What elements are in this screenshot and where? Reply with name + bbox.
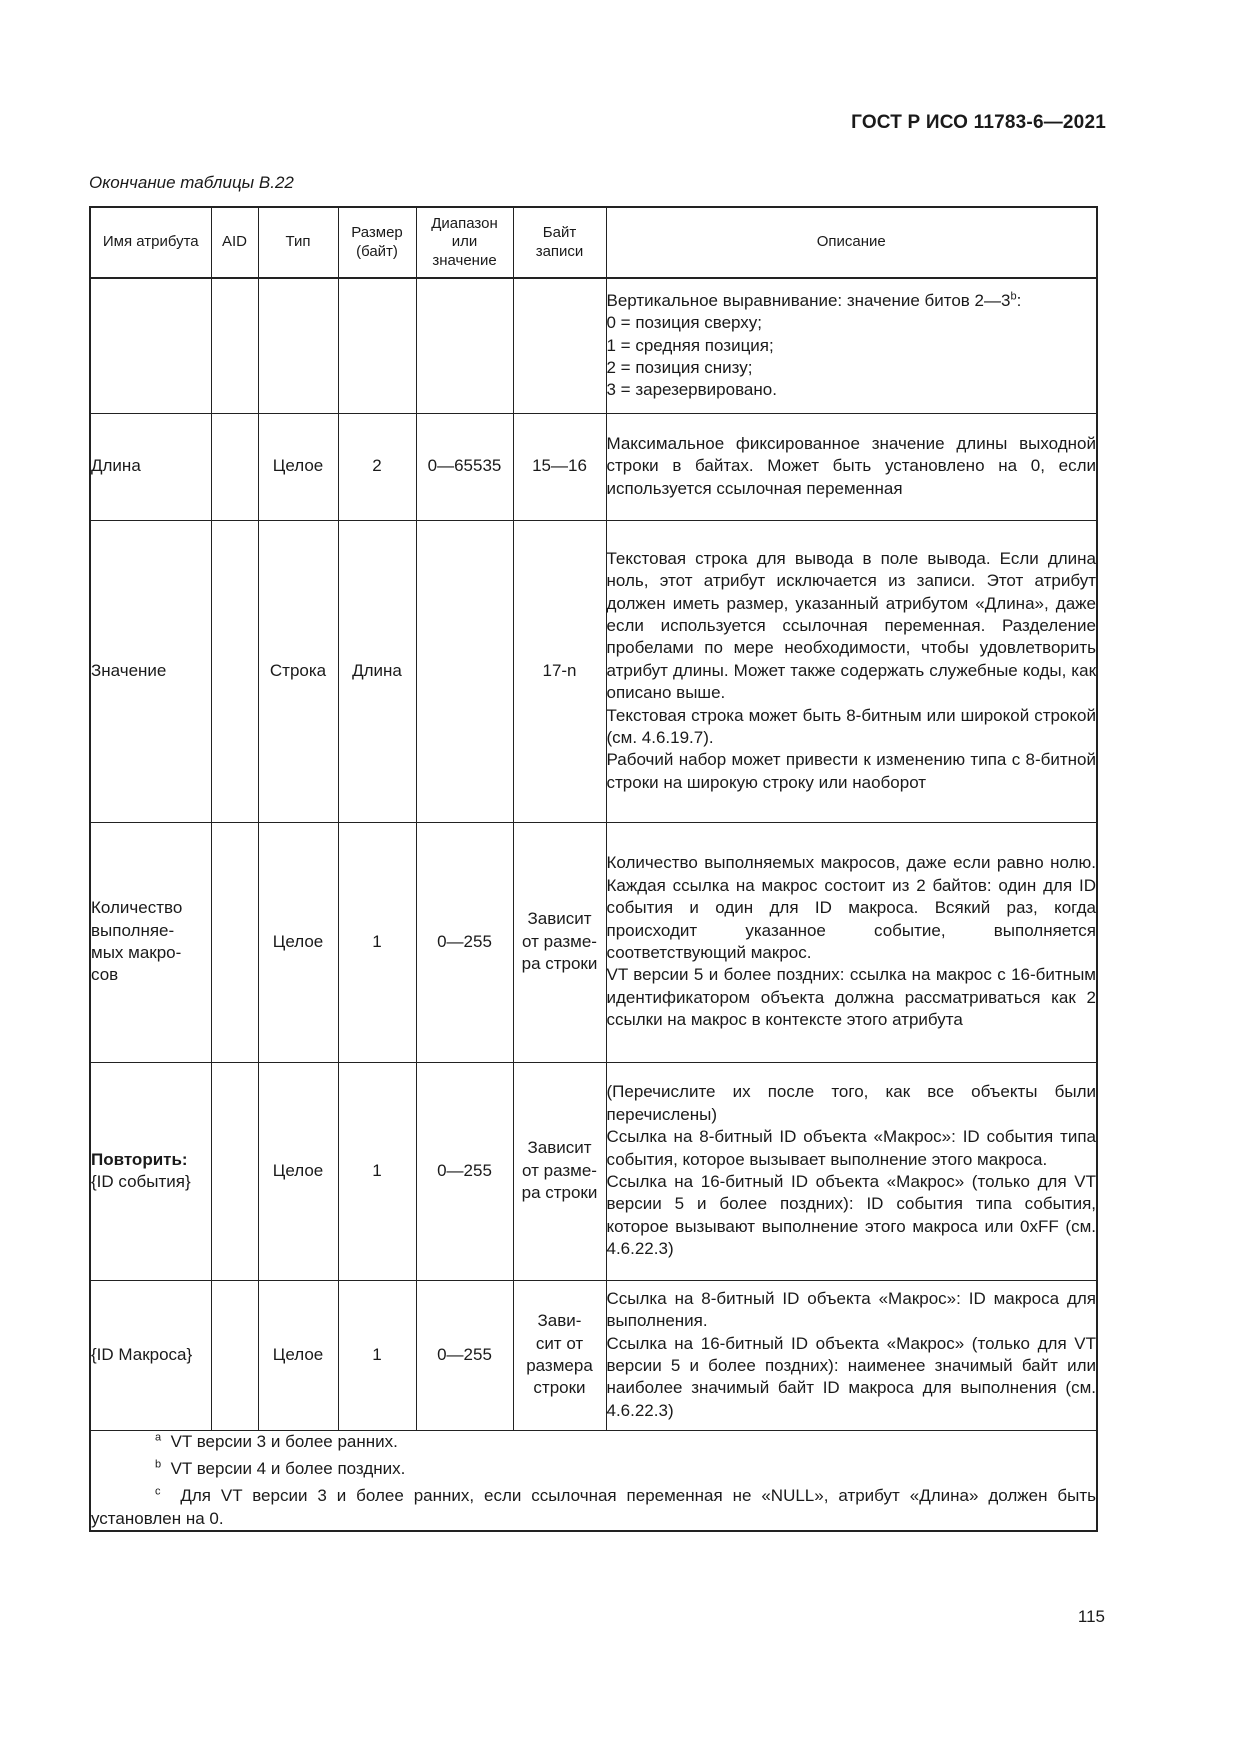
- table-row: [90, 413, 1097, 520]
- cell-byte: [513, 278, 606, 413]
- table-row: [90, 1280, 1097, 1430]
- cell-description: Ссылка на 8-битный ID объекта «Макрос»: ID макроса для выполнения. Ссылка на 16-битный ID объекта «Макрос» (только для VT версии 5 и более поздних): наименее значимый байт или наиболее значимый байт ID макроса для выполнения (см. 4.6.22.3): [606, 1280, 1097, 1430]
- cell-name: [90, 278, 211, 413]
- table-row: [90, 520, 1097, 822]
- table-header-row: [90, 207, 1097, 278]
- footnotes-row: [90, 1430, 1097, 1531]
- cell-type: [258, 278, 338, 413]
- cell-type: Целое: [258, 1280, 338, 1430]
- cell-range: 0—255: [416, 1062, 513, 1280]
- cell-aid: [211, 822, 258, 1062]
- cell-description: (Перечислите их после того, как все объекты были перечислены) Ссылка на 8-битный ID объекта «Макрос»: ID события типа события, которое вызывает выполнение этого макроса. Ссылка на 16-битный ID объекта «Макрос» (только для VT версии 5 и более поздних): ID события типа события, которое вызывают выполнение этого макроса или 0xFF (см. 4.6.22.3): [606, 1062, 1097, 1280]
- cell-byte: Зависит от разме- ра строки: [513, 1062, 606, 1280]
- cell-type: Целое: [258, 822, 338, 1062]
- cell-type: Целое: [258, 413, 338, 520]
- cell-range: 0—255: [416, 1280, 513, 1430]
- cell-type: Целое: [258, 1062, 338, 1280]
- cell-size: 1: [338, 1062, 416, 1280]
- cell-size: 2: [338, 413, 416, 520]
- cell-byte: Зави- сит от размера строки: [513, 1280, 606, 1430]
- cell-name: {ID Макроса}: [90, 1280, 211, 1430]
- cell-aid: [211, 413, 258, 520]
- cell-byte: Зависит от разме- ра строки: [513, 822, 606, 1062]
- cell-description: Вертикальное выравнивание: значение битов 2—3$^b$: 0 = позиция сверху; 1 = средняя позиция; 2 = позиция снизу; 3 = зарезервировано.: [606, 278, 1097, 413]
- cell-size: [338, 278, 416, 413]
- cell-description: Количество выполняемых макросов, даже если равно нолю. Каждая ссылка на макрос состоит из 2 байтов: один для ID события и один для ID макроса. Всякий раз, когда происходит указанное событие, выполняется соответствующий макрос. VT версии 5 и более поздних: ссылка на макрос с 16-битным идентификатором объекта должна рассматриваться как 2 ссылки на макрос в контексте этого атрибута: [606, 822, 1097, 1062]
- cell-range: 0—255: [416, 822, 513, 1062]
- cell-size: Длина: [338, 520, 416, 822]
- col-header-range: Диапазон или значение: [416, 207, 513, 278]
- cell-type: Строка: [258, 520, 338, 822]
- col-header-size: Размер (байт): [338, 207, 416, 278]
- col-header-type: Тип: [258, 207, 338, 278]
- footnote-c: $^c$ Для VT версии 3 и более ранних, если ссылочная переменная не «NULL», атрибут «Длина» должен быть установлен на 0.: [91, 1485, 1096, 1528]
- table-row: [90, 1062, 1097, 1280]
- cell-size: 1: [338, 1280, 416, 1430]
- cell-aid: [211, 1062, 258, 1280]
- footnote-b: $^b$ VT версии 4 и более поздних.: [155, 1458, 406, 1478]
- cell-aid: [211, 520, 258, 822]
- document-standard-header: ГОСТ Р ИСО 11783-6—2021: [851, 112, 1106, 133]
- col-header-name: Имя атрибута: [90, 207, 211, 278]
- table-caption: Окончание таблицы В.22: [89, 173, 294, 192]
- cell-aid: [211, 1280, 258, 1430]
- cell-name: Длина: [90, 413, 211, 520]
- table-row: [90, 822, 1097, 1062]
- cell-range: 0—65535: [416, 413, 513, 520]
- attributes-table: [89, 206, 1098, 1532]
- cell-name: Повторить: {ID события}: [90, 1062, 211, 1280]
- cell-size: 1: [338, 822, 416, 1062]
- cell-byte: 15—16: [513, 413, 606, 520]
- col-header-description: Описание: [606, 207, 1097, 278]
- cell-description: Максимальное фиксированное значение длины выходной строки в байтах. Может быть установлено на 0, если используется ссылочная переменная: [606, 413, 1097, 520]
- cell-aid: [211, 278, 258, 413]
- page-number: 115: [1077, 1607, 1105, 1626]
- col-header-aid: AID: [211, 207, 258, 278]
- cell-description: Текстовая строка для вывода в поле вывода. Если длина ноль, этот атрибут исключается из записи. Этот атрибут должен иметь размер, указанный атрибутом «Длина», даже если используется ссылочная переменная. Разделение пробелами по мере необходимости, чтобы удовлетворить атрибут длины. Может также содержать служебные коды, как описано выше. Текстовая строка может быть 8-битным или широкой строкой (см. 4.6.19.7). Рабочий набор может привести к изменению типа с 8-битной строки на широкую строку или наоборот: [606, 520, 1097, 822]
- footnote-a: $^a$ VT версии 3 и более ранних.: [155, 1430, 398, 1451]
- cell-range: [416, 278, 513, 413]
- cell-name: Значение: [90, 520, 211, 822]
- cell-name: Количество выполняе- мых макро- сов: [90, 822, 211, 1062]
- table-row: [90, 278, 1097, 413]
- cell-range: [416, 520, 513, 822]
- col-header-byte: Байт записи: [513, 207, 606, 278]
- footnotes: [90, 1430, 1097, 1531]
- cell-byte: 17-n: [513, 520, 606, 822]
